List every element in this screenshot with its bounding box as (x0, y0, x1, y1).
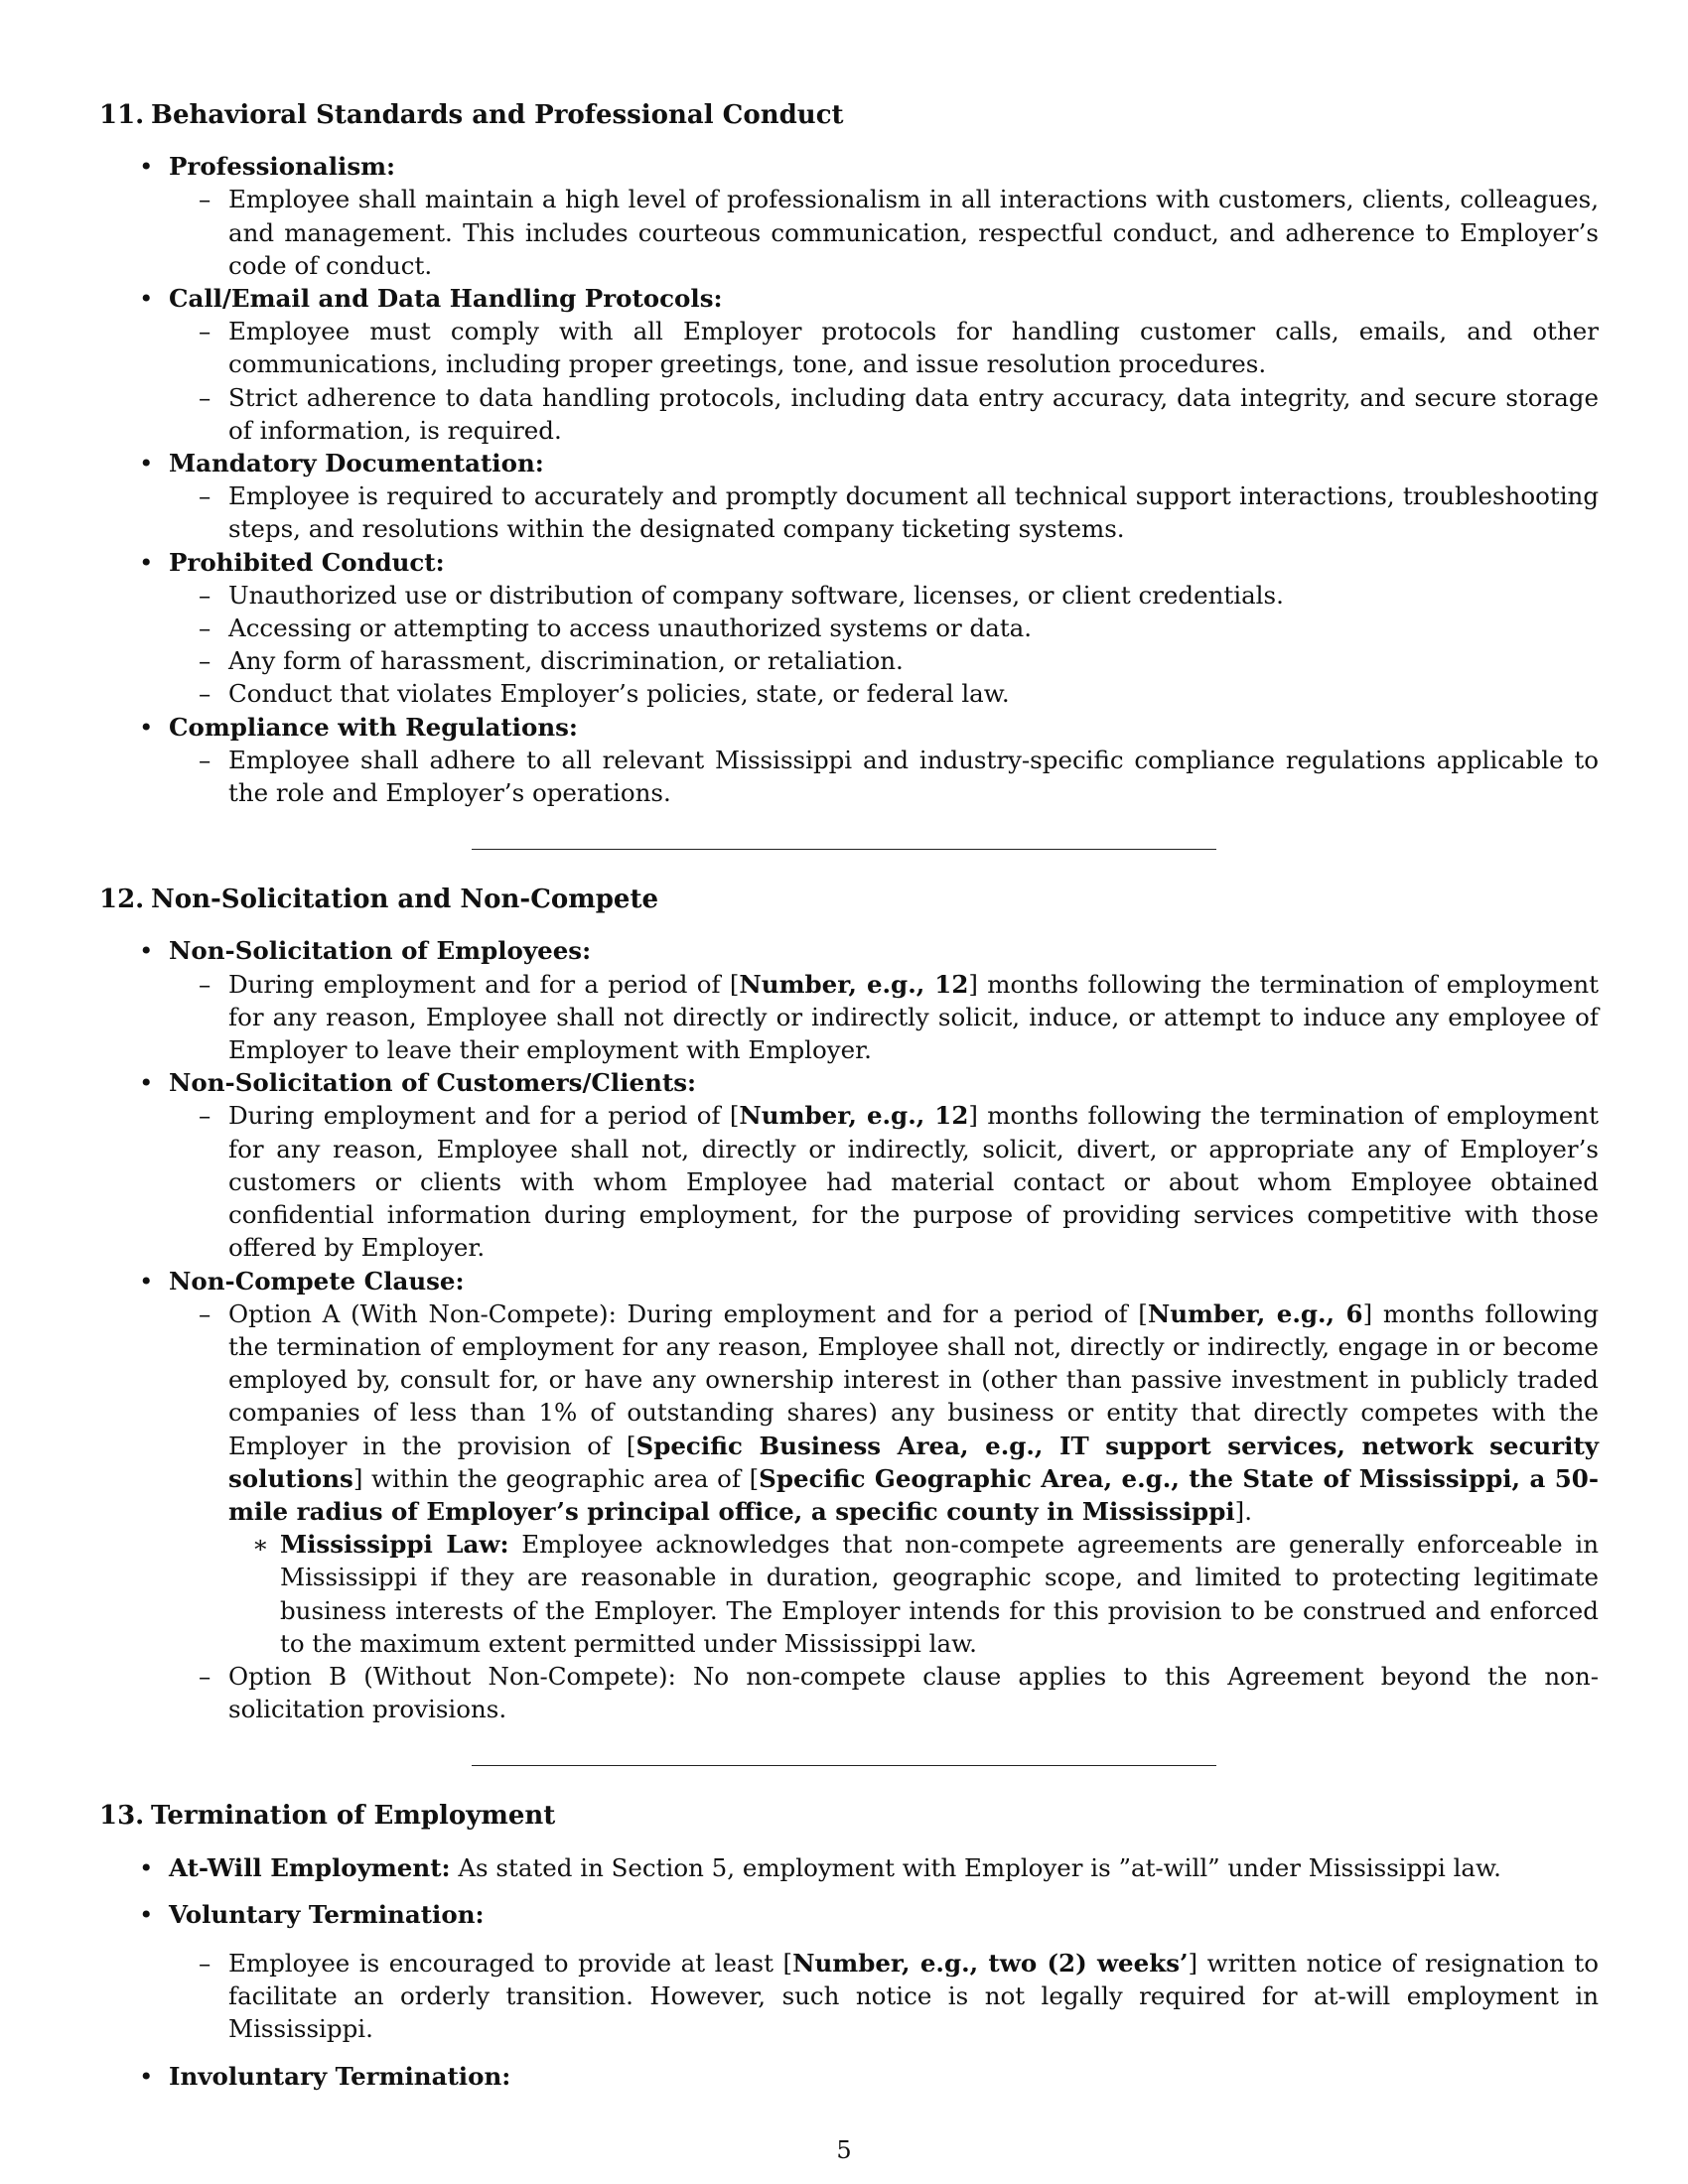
sub-item (199, 579, 1599, 612)
section-11-list (99, 150, 1599, 809)
document-page (99, 99, 1599, 2093)
sub-item-text: Strict adherence to data handling protocols, including data entry accuracy, data integrity, and secure storage of information, is required. (228, 382, 1599, 445)
sub-item (199, 1297, 1600, 1660)
bullet-icon: • (139, 1266, 154, 1296)
item-label: Professionalism: (169, 152, 396, 182)
list-item (139, 1265, 1600, 1726)
sub-item (199, 1660, 1599, 1725)
sub-item-text: Employee shall adhere to all relevant Mississippi and industry-specific compliance regulations applicable to the role and Employer’s operations. (228, 745, 1599, 808)
text-run: Option A (With Non-Compete): During employment and for a period of [ (228, 1298, 1148, 1328)
text-run: As stated in Section 5, employment with Employer is ”at-will” under Mississippi law. (450, 1852, 1501, 1882)
sub-item (199, 968, 1599, 1067)
item-label: Prohibited Conduct: (169, 547, 445, 577)
bullet-icon: • (139, 152, 154, 182)
sub-item-text: Employee shall maintain a high level of professionalism in all interactions with customers, clients, colleagues, and management. This includes courteous communication, respectful conduct, and adherence to Employer’s code of conduct. (228, 185, 1599, 280)
dash-icon: – (199, 745, 211, 774)
sub-item-text: Employee is required to accurately and promptly document all technical support interactions, troubleshooting steps, and resolutions within the designated company ticketing systems. (228, 481, 1599, 544)
section-divider (472, 849, 1216, 850)
sub-item (199, 644, 1599, 677)
bullet-icon: • (139, 2061, 154, 2091)
sub-item-text: Unauthorized use or distribution of company software, licenses, or client credentials. (228, 580, 1284, 610)
section-title: Behavioral Standards and Professional Conduct (151, 100, 844, 130)
item-label: Involuntary Termination: (169, 2061, 511, 2091)
bullet-icon: • (139, 284, 154, 314)
dash-icon: – (199, 1101, 211, 1131)
section-number: 11. (99, 100, 145, 130)
section-divider (472, 1765, 1216, 1766)
item-label: Mississippi Law: (280, 1530, 509, 1560)
item-label: Voluntary Termination: (169, 1899, 485, 1929)
bullet-icon: • (139, 936, 154, 966)
list-item (139, 934, 1599, 1066)
item-label: Call/Email and Data Handling Protocols: (169, 284, 723, 314)
bullet-icon: • (139, 449, 154, 478)
sub-item-text: Accessing or attempting to access unauthorized systems or data. (228, 614, 1033, 643)
sub-item (199, 479, 1599, 545)
text-run: ]. (1234, 1496, 1252, 1526)
sub-item-text: Employee must comply with all Employer protocols for handling customer calls, emails, and other communications, including proper greetings, tone, and issue resolution procedures. (228, 317, 1599, 379)
text-run: Employee is encouraged to provide at least [ (228, 1948, 793, 1978)
item-label: Non-Solicitation of Customers/Clients: (169, 1068, 697, 1098)
sub-item (199, 677, 1599, 710)
dash-icon: – (199, 481, 211, 511)
section-title: Non-Solicitation and Non-Compete (151, 885, 659, 915)
dash-icon: – (199, 185, 211, 214)
list-item (139, 711, 1599, 810)
list-item (139, 447, 1599, 546)
section-heading (99, 884, 1599, 916)
sub-item (199, 744, 1599, 809)
text-run: ] months following the termination of employment for any reason, Employee shall not directly or indirectly solicit, induce, or attempt to induce any employee of Employer to leave their employment with Employer. (228, 969, 1599, 1065)
list-item (139, 150, 1599, 282)
placeholder-text: Number, e.g., two (2) weeks’ (792, 1948, 1189, 1978)
sub-item (199, 1947, 1599, 2046)
bullet-icon: • (139, 1068, 154, 1098)
list-item (139, 2060, 1599, 2093)
text-run: During employment and for a period of [ (228, 1101, 740, 1131)
section-13-list (99, 1851, 1599, 2093)
dash-icon: – (199, 1298, 211, 1328)
list-item (139, 1898, 1599, 2046)
list-item (139, 1066, 1599, 1264)
sub-item-text: Any form of harassment, discrimination, or retaliation. (228, 646, 904, 676)
dash-icon: – (199, 614, 211, 643)
section-12-list (99, 934, 1599, 1725)
sub-item-text: Option B (Without Non-Compete): No non-compete clause applies to this Agreement beyond the non-solicitation provisions. (228, 1661, 1599, 1724)
page-number: 5 (836, 2136, 852, 2164)
bullet-icon: • (139, 1852, 154, 1882)
dash-icon: – (199, 969, 211, 999)
text-run: ] written notice of resignation to facilitate an orderly transition. However, such notice is not legally required for at-will employment in Mississippi. (228, 1948, 1599, 2044)
item-label: Mandatory Documentation: (169, 449, 544, 478)
sub-item-text: Conduct that violates Employer’s policies, state, or federal law. (228, 679, 1010, 709)
item-label: Compliance with Regulations: (169, 712, 578, 742)
list-item (139, 282, 1599, 447)
dash-icon: – (199, 679, 211, 709)
placeholder-text: Number, e.g., 12 (739, 1101, 969, 1131)
dash-icon: – (199, 382, 211, 412)
placeholder-text: Specific Business Area, e.g., IT support services, network security solutions (228, 1431, 1599, 1493)
item-label: At-Will Employment: (169, 1852, 451, 1882)
section-number: 13. (99, 1801, 145, 1832)
dash-icon: – (199, 1661, 211, 1691)
list-item (139, 1851, 1599, 1884)
section-number: 12. (99, 885, 145, 915)
placeholder-text: Number, e.g., 6 (1147, 1298, 1363, 1328)
item-label: Non-Compete Clause: (169, 1266, 465, 1296)
placeholder-text: Specific Geographic Area, e.g., the State of Mississippi, a 50-mile radius of Employer’s principal office, a specific county in Mississippi (228, 1463, 1599, 1526)
sub-item (199, 315, 1599, 380)
sub-sub-item (252, 1528, 1599, 1660)
text-run: ] within the geographic area of [ (352, 1463, 760, 1493)
bullet-icon: • (139, 712, 154, 742)
placeholder-text: Number, e.g., 12 (739, 969, 969, 999)
section-heading (99, 1800, 1599, 1833)
dash-icon: – (199, 1948, 211, 1978)
sub-item (199, 381, 1599, 447)
text-run: ] months following the termination of employment for any reason, Employee shall not, directly or indirectly, solicit, divert, or appropriate any of Employer’s customers or clients with whom Employee had material contact or about whom Employee obtained confidential information during employment, for the purpose of providing services competitive with those offered by Employer. (228, 1101, 1599, 1263)
text-run: Employee acknowledges that non-compete agreements are generally enforceable in Mississippi if they are reasonable in duration, geographic scope, and limited to protecting legitimate business interests of the Employer. The Employer intends for this provision to be construed and enforced to the maximum extent permitted under Mississippi law. (280, 1530, 1599, 1658)
item-label: Non-Solicitation of Employees: (169, 936, 592, 966)
bullet-icon: • (139, 1899, 154, 1929)
section-title: Termination of Employment (151, 1801, 556, 1832)
text-run: ] months following the termination of employment for any reason, Employee shall not, directly or indirectly, engage in or become employed by, consult for, or have any ownership interest in (other than passive investment in publicly traded companies of less than 1% of outstanding shares) any business or entity that directly competes with the Employer in the provision of [ (228, 1298, 1600, 1460)
dash-icon: – (199, 580, 211, 610)
dash-icon: – (199, 317, 211, 346)
sub-item (199, 612, 1599, 644)
section-heading (99, 99, 1599, 132)
list-item (139, 546, 1599, 711)
bullet-icon: • (139, 547, 154, 577)
sub-item (199, 1099, 1599, 1264)
dash-icon: – (199, 646, 211, 676)
sub-item (199, 183, 1599, 282)
asterisk-icon: ∗ (252, 1530, 269, 1560)
text-run: During employment and for a period of [ (228, 969, 740, 999)
